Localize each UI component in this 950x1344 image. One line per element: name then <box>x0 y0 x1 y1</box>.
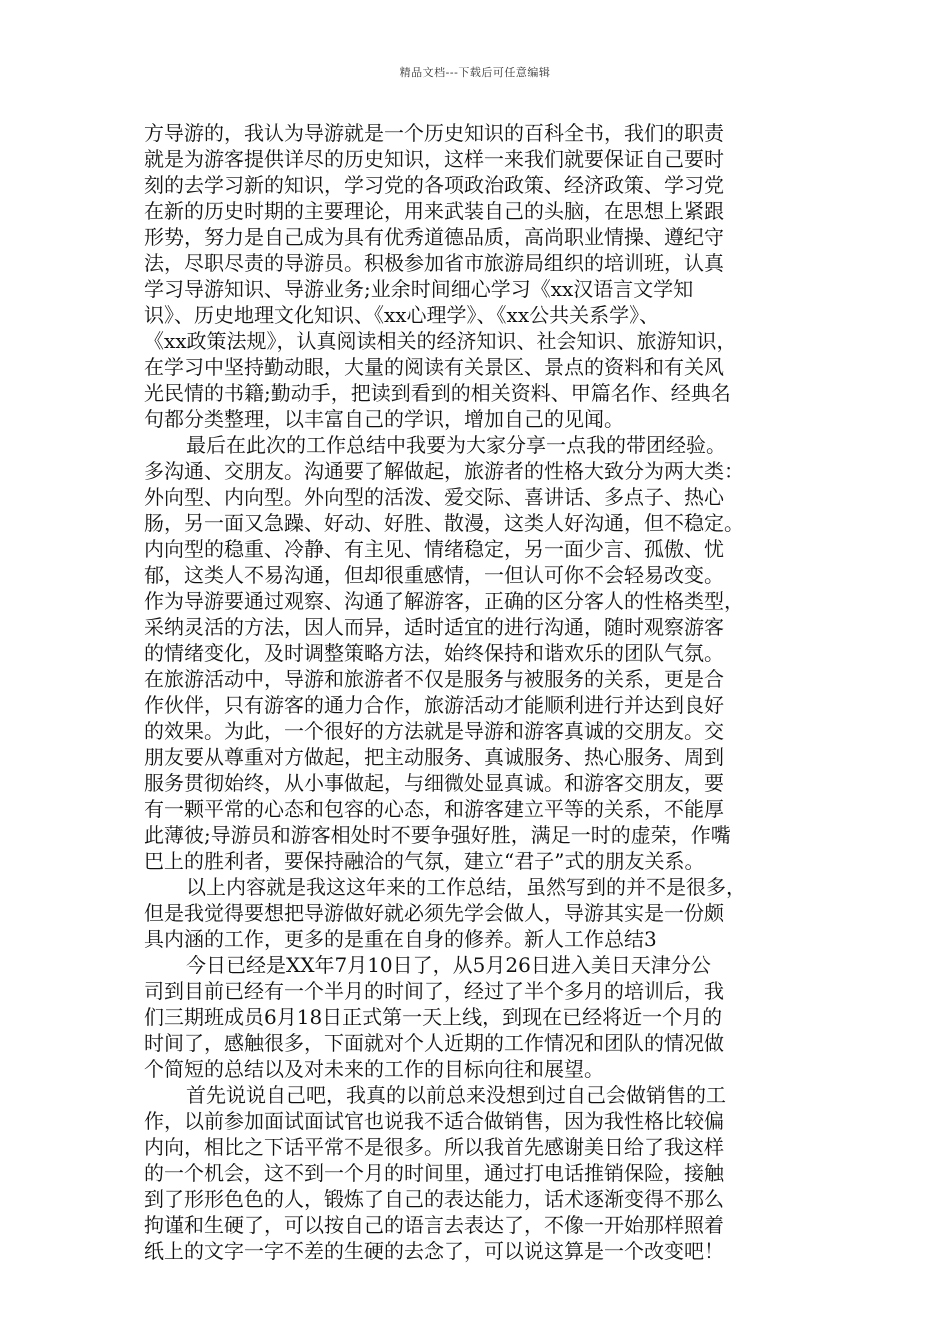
text-line: 识》、历史地理文化知识、《xx心理学》、《xx公共关系学》、 <box>144 303 660 327</box>
text-line: 内向，相比之下话平常不是很多。所以我首先感谢美日给了我这样 <box>144 1135 724 1159</box>
text-line: 形势，努力是自己成为具有优秀道德品质，高尚职业情操、遵纪守 <box>144 225 724 249</box>
text-line: 外向型、内向型。外向型的活泼、爱交际、喜讲话、多点子、热心 <box>144 485 724 509</box>
text-line: 光民情的书籍;勤动手，把读到看到的相关资料、甲篇名作、经典名 <box>144 381 731 405</box>
text-line: 的情绪变化，及时调整策略方法，始终保持和谐欢乐的团队气氛。 <box>144 641 724 665</box>
text-line: 在学习中坚持勤动眼，大量的阅读有关景区、景点的资料和有关风 <box>144 355 724 379</box>
text-line: 句都分类整理，以丰富自己的学识，增加自己的见闻。 <box>144 407 624 431</box>
text-line: 内向型的稳重、冷静、有主见、情绪稳定，另一面少言、孤傲、忧 <box>144 537 724 561</box>
text-line: 但是我觉得要想把导游做好就必须先学会做人，导游其实是一份颇 <box>144 901 724 925</box>
text-line: 司到目前已经有一个半月的时间了，经过了半个多月的培训后，我 <box>144 979 724 1003</box>
text-line: 刻的去学习新的知识，学习党的各项政治政策、经济政策、学习党 <box>144 173 724 197</box>
text-line: 具内涵的工作，更多的是重在自身的修养。新人工作总结3 <box>144 927 657 951</box>
text-line: 在旅游活动中，导游和旅游者不仅是服务与被服务的关系，更是合 <box>144 667 724 691</box>
document-body <box>144 120 804 1264</box>
text-line: 的效果。为此，一个很好的方法就是导游和游客真诚的交朋友。交 <box>144 719 724 743</box>
text-line: 巴上的胜利者，要保持融洽的气氛，建立“君子”式的朋友关系。 <box>144 849 705 873</box>
text-line: 方导游的，我认为导游就是一个历史知识的百科全书，我们的职责 <box>144 121 724 145</box>
text-line: 到了形形色色的人，锻炼了自己的表达能力，话术逐渐变得不那么 <box>144 1187 724 1211</box>
text-line: 多沟通、交朋友。沟通要了解做起，旅游者的性格大致分为两大类： <box>144 459 744 483</box>
text-line: 有一颗平常的心态和包容的心态，和游客建立平等的关系，不能厚 <box>144 797 724 821</box>
text-line: 《xx政策法规》，认真阅读相关的经济知识、社会知识、旅游知识， <box>144 329 737 353</box>
paragraph-start-line: 今日已经是XX年7月10日了，从5月26日进入美日天津分公 <box>186 953 711 977</box>
text-line: 们三期班成员6月18日正式第一天上线，到现在已经将近一个月的 <box>144 1005 723 1029</box>
page-header: 精品文档---下载后可任意编辑 <box>399 66 551 79</box>
text-line: 采纳灵活的方法，因人而异，适时适宜的进行沟通，随时观察游客 <box>144 615 724 639</box>
paragraph-start-line: 以上内容就是我这这年来的工作总结，虽然写到的并不是很多， <box>186 875 746 899</box>
text-line: 此薄彼;导游员和游客相处时不要争强好胜，满足一时的虚荣，作嘴 <box>144 823 731 847</box>
text-line: 服务贯彻始终，从小事做起，与细微处显真诚。和游客交朋友，要 <box>144 771 724 795</box>
paragraph-start-line: 首先说说自己吧，我真的以前总来没想到过自己会做销售的工 <box>186 1083 726 1107</box>
text-line: 法，尽职尽责的导游员。积极参加省市旅游局组织的培训班，认真 <box>144 251 724 275</box>
paragraph-start-line: 最后在此次的工作总结中我要为大家分享一点我的带团经验。 <box>186 433 726 457</box>
text-line: 就是为游客提供详尽的历史知识，这样一来我们就要保证自己要时 <box>144 147 724 171</box>
text-line: 拘谨和生硬了，可以按自己的语言去表达了，不像一开始那样照着 <box>144 1213 724 1237</box>
text-line: 作伙伴，只有游客的通力合作，旅游活动才能顺利进行并达到良好 <box>144 693 724 717</box>
text-line: 作为导游要通过观察、沟通了解游客，正确的区分客人的性格类型， <box>144 589 744 613</box>
text-line: 郁，这类人不易沟通，但却很重感情，一但认可你不会轻易改变。 <box>144 563 724 587</box>
text-line: 个简短的总结以及对未来的工作的目标向往和展望。 <box>144 1057 604 1081</box>
text-line: 作，以前参加面试面试官也说我不适合做销售，因为我性格比较偏 <box>144 1109 724 1133</box>
text-line: 纸上的文字一字不差的生硬的去念了，可以说这算是一个改变吧！ <box>144 1239 724 1263</box>
text-line: 的一个机会，这不到一个月的时间里，通过打电话推销保险，接触 <box>144 1161 724 1185</box>
text-line: 朋友要从尊重对方做起，把主动服务、真诚服务、热心服务、周到 <box>144 745 724 769</box>
text-line: 肠，另一面又急躁、好动、好胜、散漫，这类人好沟通，但不稳定。 <box>144 511 744 535</box>
text-line: 学习导游知识、导游业务;业余时间细心学习《xx汉语言文学知 <box>144 277 694 301</box>
text-line: 在新的历史时期的主要理论，用来武装自己的头脑，在思想上紧跟 <box>144 199 724 223</box>
text-line: 时间了，感触很多，下面就对个人近期的工作情况和团队的情况做 <box>144 1031 724 1055</box>
